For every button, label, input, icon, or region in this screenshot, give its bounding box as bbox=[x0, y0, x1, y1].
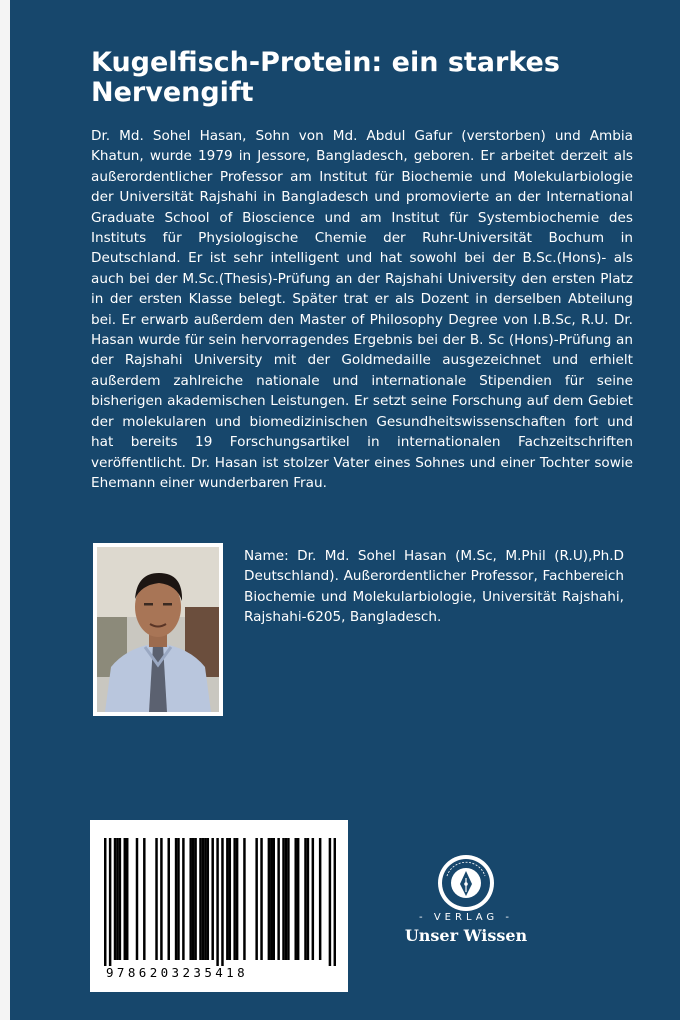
barcode-bar bbox=[229, 838, 231, 960]
barcode-bar bbox=[236, 838, 238, 960]
verlag-label: - VERLAG - bbox=[419, 912, 513, 923]
barcode-bar bbox=[202, 838, 204, 960]
barcode-bar bbox=[233, 838, 235, 960]
barcode-bar bbox=[207, 838, 209, 960]
fountain-pen-emblem-icon bbox=[437, 854, 495, 912]
isbn-barcode bbox=[104, 838, 336, 966]
barcode-bar bbox=[260, 838, 262, 960]
barcode-bar bbox=[268, 838, 270, 960]
barcode-bar bbox=[160, 838, 162, 960]
barcode-bar bbox=[287, 838, 289, 960]
barcode-bar bbox=[192, 838, 194, 960]
barcode-bar bbox=[136, 838, 138, 960]
barcode-bar bbox=[334, 838, 336, 966]
barcode-bar bbox=[155, 838, 157, 960]
barcode-bar bbox=[216, 838, 218, 966]
barcode-bar bbox=[312, 838, 314, 960]
barcode-bar bbox=[189, 838, 191, 960]
barcode-bar bbox=[255, 838, 257, 960]
publisher-name: Unser Wissen bbox=[404, 926, 528, 945]
barcode-bar bbox=[126, 838, 128, 960]
barcode-bar bbox=[211, 838, 213, 960]
spine-edge bbox=[0, 0, 10, 1020]
book-title: Kugelfisch-Protein: ein starkes Nervengift bbox=[91, 47, 560, 108]
barcode-bar bbox=[307, 838, 309, 960]
barcode-bar bbox=[226, 838, 228, 960]
author-photo bbox=[97, 547, 219, 712]
barcode-bar bbox=[329, 838, 331, 966]
barcode-bar bbox=[104, 838, 106, 966]
barcode-bar bbox=[204, 838, 206, 960]
author-biography: Dr. Md. Sohel Hasan, Sohn von Md. Abdul Gafur (verstorben) und Ambia Khatun, wurde 1979 in Jessore, Bangladesch, geboren. Er arbeitet derzeit als außerordentlicher Professor am Institut für Biochemie und Molekularbiologie der Universität Rajshahi in Bangladesch und promovierte an der International Graduate School of Bioscience und am Institut für Systembiochemie des Instituts für Physiologische Chemie der Ruhr-Universität Bochum in Deutschland. Er ist sehr intelligent und hat sowohl bei der B.Sc.(Hons)- als auch bei der M.Sc.(Thesis)-Prüfung an der Rajshahi University den ersten Platz in der ersten Klasse belegt. Später trat er als Dozent in derselben Abteilung bei. Er erwarb außerdem den Master of Philosophy Degree von I.B.Sc, R.U. Dr. Hasan wurde für sein hervorragendes Ergebnis bei der B. Sc (Hons)-Prüfung an der Rajshahi University mit der Goldmedaille ausgezeichnet und erhielt außerdem zahlreiche nationale und internationale Stipendien für seine bisherigen akademischen Leistungen. Er setzt seine Forschung auf dem Gebiet der molekularen und biomedizinischen Gesundheitswissenschaften fort und hat bereits 19 Forschungsartikel in internationalen Fachzeitschriften veröffentlicht. Dr. Hasan ist stolzer Vater eines Sohnes und einer Tochter sowie Ehemann einer wunderbaren Frau. bbox=[91, 128, 633, 491]
barcode-bar bbox=[277, 838, 279, 960]
barcode-bar bbox=[114, 838, 116, 960]
barcode-bar bbox=[297, 838, 299, 960]
barcode-bar bbox=[285, 838, 287, 960]
publisher-logo bbox=[402, 854, 530, 964]
barcode-bar bbox=[199, 838, 201, 960]
barcode-bar bbox=[116, 838, 118, 960]
barcode-bar bbox=[319, 838, 321, 960]
isbn-number: 9786203235418 bbox=[106, 965, 249, 980]
barcode-bar bbox=[273, 838, 275, 960]
barcode-bar bbox=[194, 838, 196, 960]
barcode-bar bbox=[243, 838, 245, 960]
barcode-bar bbox=[119, 838, 121, 960]
barcode-bar bbox=[177, 838, 179, 960]
barcode-bar bbox=[175, 838, 177, 960]
barcode-bar bbox=[109, 838, 111, 966]
barcode-bar bbox=[182, 838, 184, 960]
barcode-bar bbox=[167, 838, 169, 960]
author-photo-frame bbox=[93, 543, 223, 716]
barcode-bar bbox=[282, 838, 284, 960]
barcode-bar bbox=[124, 838, 126, 960]
barcode-bar bbox=[294, 838, 296, 960]
barcode-bar bbox=[304, 838, 306, 960]
barcode-bar bbox=[143, 838, 145, 960]
barcode-panel bbox=[90, 820, 348, 992]
barcode-bar bbox=[270, 838, 272, 960]
barcode-bar bbox=[221, 838, 223, 966]
author-credentials: Name: Dr. Md. Sohel Hasan (M.Sc, M.Phil (R.U),Ph.D Deutschland). Außerordentlicher Professor, Fachbereich Biochemie und Molekularbiologie, Universität Rajshahi, Rajshahi-6205, Bangladesch. bbox=[244, 548, 624, 626]
